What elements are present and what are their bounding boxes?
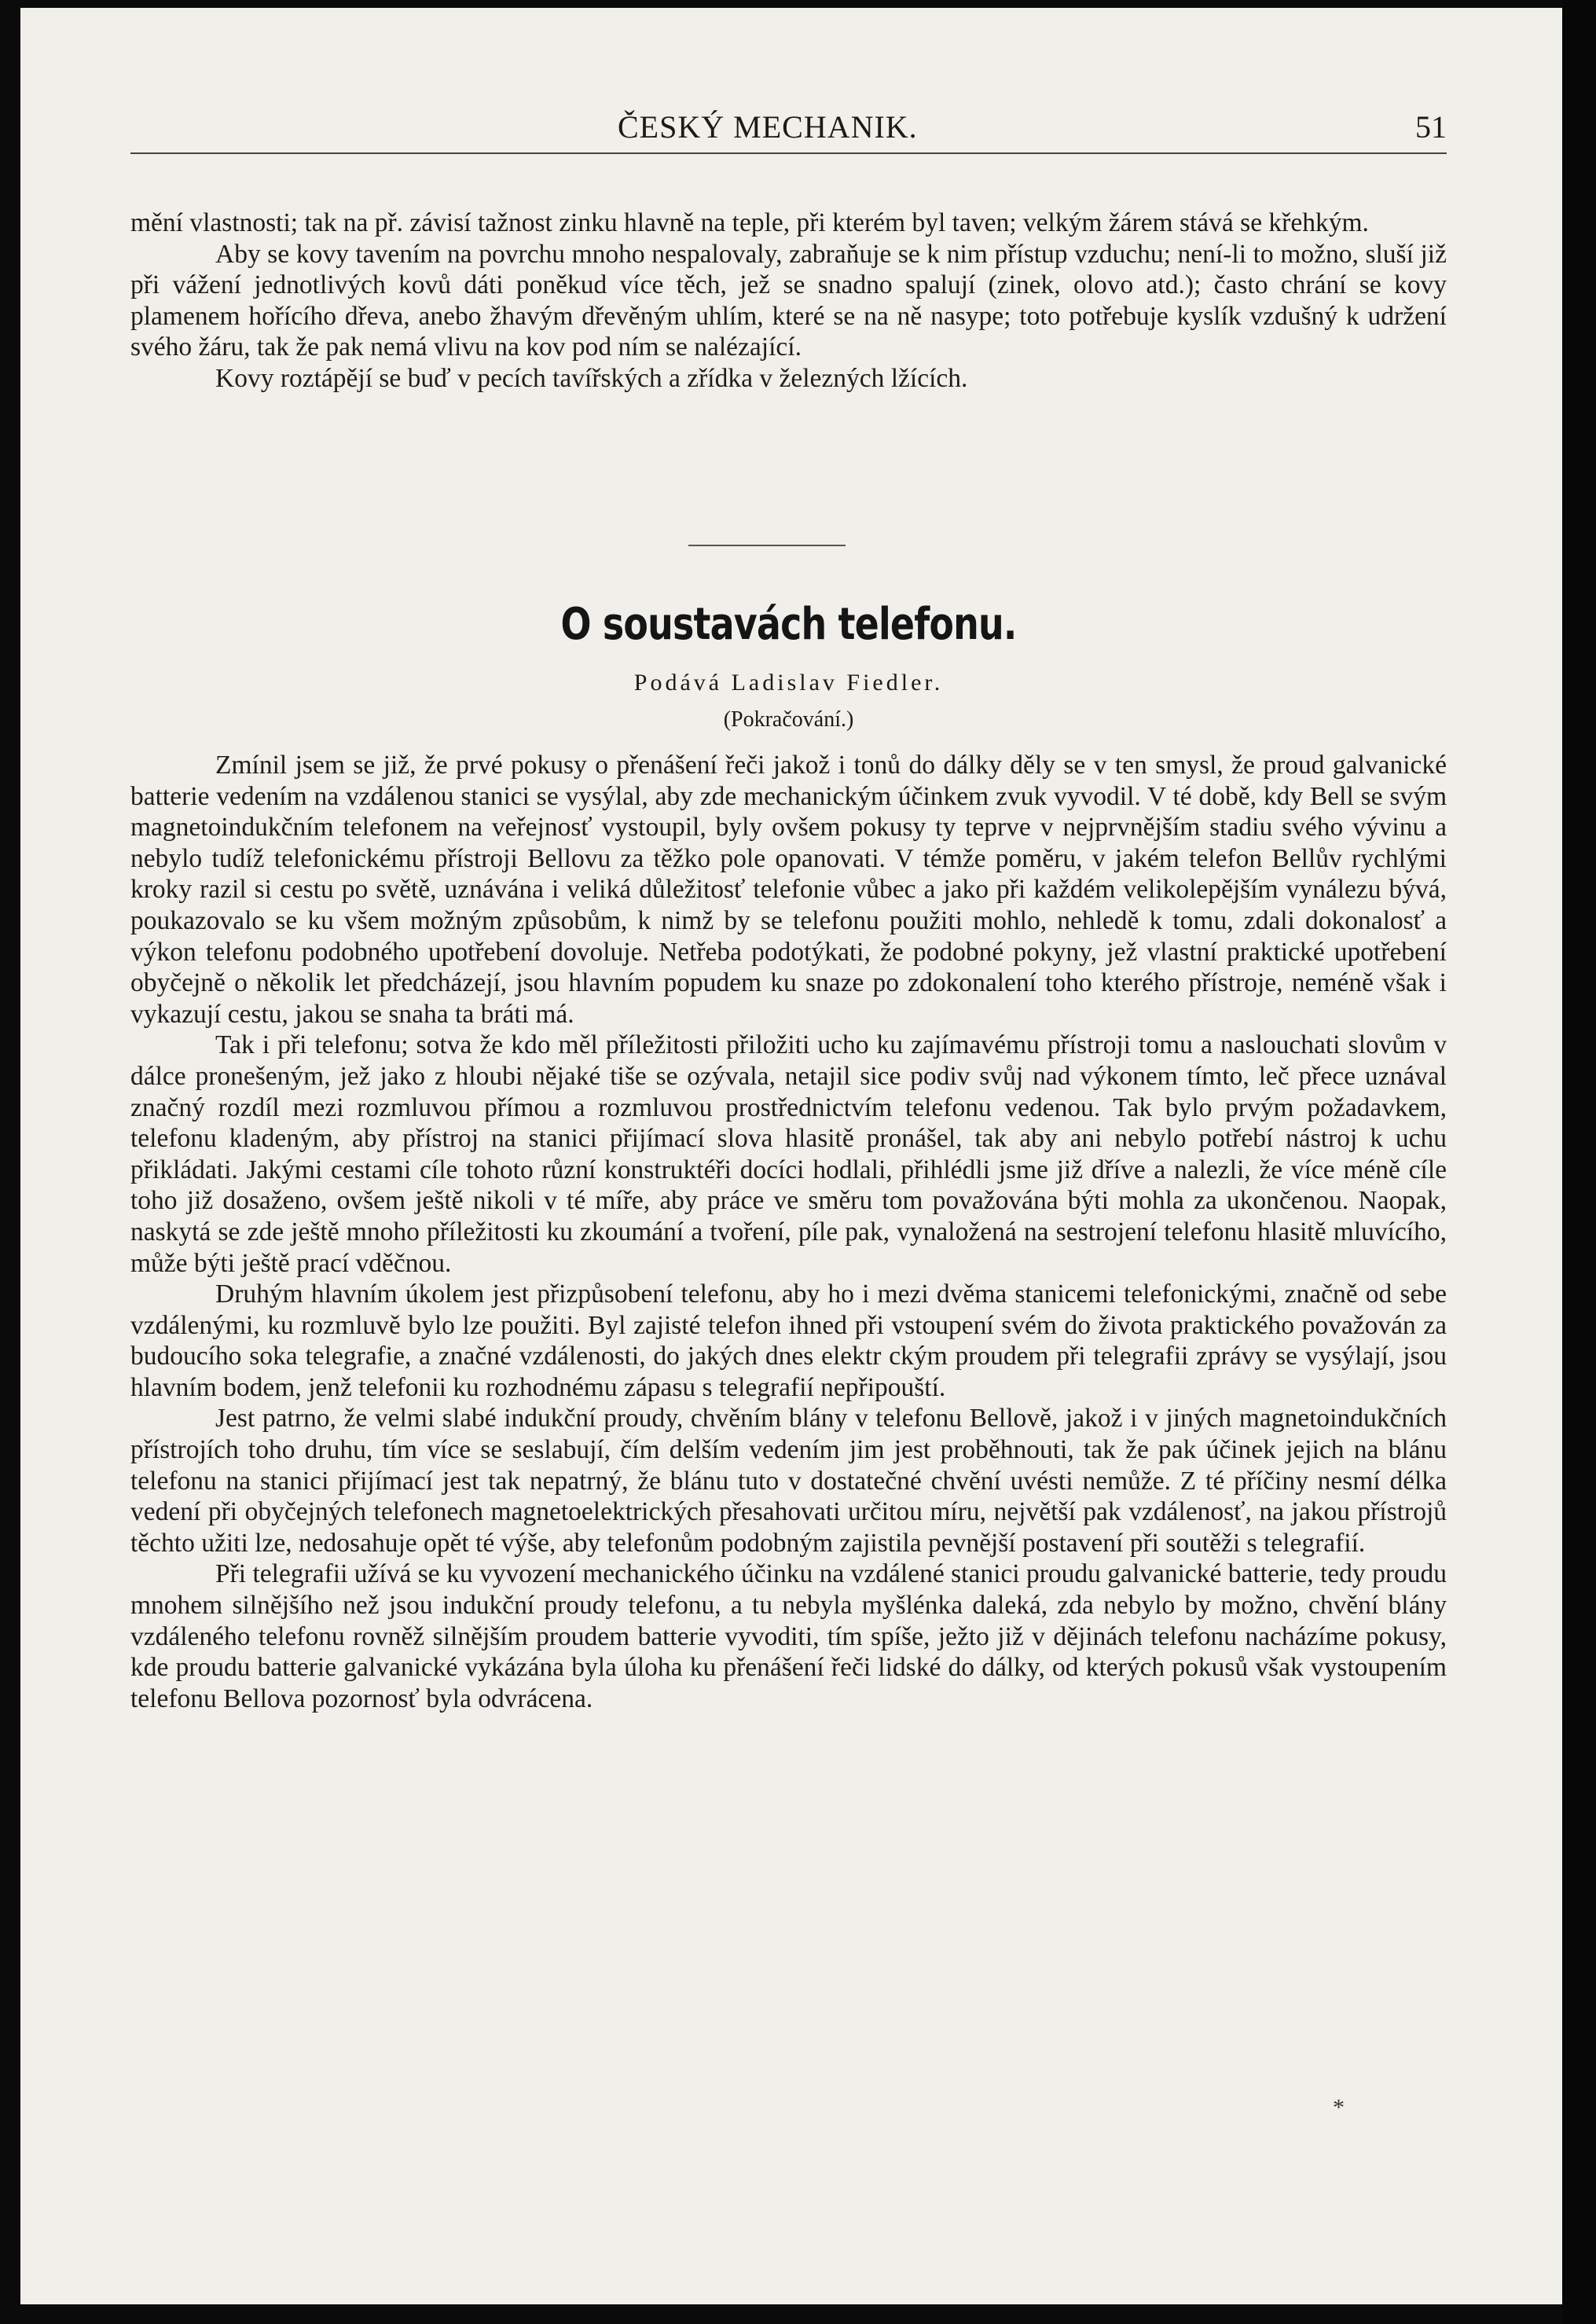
article-title: O soustavách telefonu. — [560, 599, 1017, 650]
article-paragraph-2: Tak i při telefonu; sotva že kdo měl příležitosti přiložiti ucho ku zajímavému přístroji tomu a naslouchati slovům v dálce pronešeným, jež jako z hloubi nějaké tiše se ozývala, netajil sice podiv svůj nad výkonem tímto, leč přece uznával značný rozdíl mezi rozmluvou přímou a rozmluvou prostřednictvím telefonu vedenou. Tak bylo prvým požadavkem, telefonu kladeným, aby přístroj na stanici přijímací slova hlasitě pronášel, tak aby ani nebylo potřebí nástroj k uchu přikládati. Jakými cestami cíle tohoto různí konstruktéři docíci hodlali, přihlédli jsme již dříve a nalezli, že více méně cíle toho již dosaženo, ovšem ještě nikoli v té míře, aby práce ve směru tom považována býti mohla za ukončenou. Naopak, naskytá se zde ještě mnoho příležitosti ku zkoumání a tvoření, píle pak, vynaložená na sestrojení telefonu hlasitě mluvícího, může býti ještě prací vděčnou. — [130, 1030, 1447, 1278]
header-rule — [130, 152, 1447, 154]
article-paragraph-1: Zmínil jsem se již, že prvé pokusy o přenášení řeči jakož i tonů do dálky děly se v ten smysl, že proud galvanické batterie vedením na vzdálenou stanici se vysýlal, aby zde mechanickým účinkem zvuk vyvodil. V té době, kdy Bell se svým magnetoindukčním telefonem na veřejnosť vystoupil, byly ovšem pokusy ty teprve v nejprvnějším stadiu svého vývinu a nebylo tudíž telefonickému přístroji Bellovu za těžko pole opanovati. V témže poměru, v jakém telefon Bellův rychlými kroky razil si cestu po světě, uznávána i veliká důležitosť telefonie vůbec a jako při každém velikolepějším vynálezu bývá, poukazovalo se ku všem možným způsobům, k nimž by se telefonu použiti mohlo, nehledě k tomu, zdali dokonalosť a výkon telefonu podobného upotřebení dovoluje. Netřeba podotýkati, že podobné pokyny, jež vlastní praktické upotřebení obyčejně o několik let předcházejí, jsou hlavním popudem ku snaze po zdokonalení toho kterého přístroje, neméně však i vykazují cestu, jakou se snaha ta bráti má. — [130, 751, 1447, 1029]
article-body — [130, 750, 1447, 2157]
intro-paragraph-1: mění vlastnosti; tak na př. závisí tažnost zinku hlavně na teple, při kterém byl taven; velkým žárem stává se křehkým. — [130, 208, 1369, 237]
article-paragraph-5: Při telegrafii užívá se ku vyvození mechanického účinku na vzdálené stanici proudu galvanické batterie, tedy proudu mnohem silnějšího než jsou indukční proudy telefonu, a tu nebyla myšlénka daleká, zda nebylo by možno, chvění blány vzdáleného telefonu rovněž silnějším proudem batterie vyvoditi, tím spíše, ježto již v dějinách telefonu nacházíme pokusy, kde proudu batterie galvanické vykázána byla úloha ku přenášení řeči lidské do dálky, od kterých pokusů však vystoupením telefonu Bellova pozornosť byla odvrácena. — [130, 1559, 1447, 1713]
page-sheet — [20, 8, 1562, 2304]
section-divider — [688, 545, 846, 546]
article-paragraph-4: Jest patrno, že velmi slabé indukční proudy, chvěním blány v telefonu Bellově, jakož i v jiných magnetoindukčních přístrojích toho druhu, tím více se seslabují, čím delším vedením jim jest proběhnouti, tak že pak účinek jejich na blánu telefonu na stanici přijímací jest tak nepatrný, že blánu tuto v dostatečné chvění uvésti nemůže. Z té příčiny nesmí délka vedení při obyčejných telefonech magnetoelektrických přesahovati určitou míru, největší pak vzdálenosť, na jakou přístrojů těchto užiti lze, nedosahuje opět té výše, aby telefonům podobným zajistila pevnější postavení při soutěži s telegrafií. — [130, 1404, 1447, 1558]
running-header — [130, 108, 1447, 163]
scan-border — [1562, 0, 1596, 2324]
intro-paragraph-3: Kovy roztápějí se buď v pecích tavířských a zřídka v železných lžících. — [215, 363, 968, 393]
footer-asterisk: * — [1333, 2095, 1345, 2120]
page-number: 51 — [1415, 109, 1447, 145]
journal-title: ČESKÝ MECHANIK. — [618, 109, 918, 145]
continued-note: (Pokračování.) — [723, 707, 854, 732]
intro-paragraph-2: Aby se kovy tavením na povrchu mnoho nespalovaly, zabraňuje se k nim přístup vzduchu; není-li to možno, sluší již při vážení jednotlivých kovů dáti poněkud více těch, jež se snadno spalují (zinek, olovo atd.); často chrání se kovy plamenem hořícího dřeva, anebo žhavým dřevěným uhlím, které se na ně nasype; toto potřebuje kyslík vzdušný k udržení svého žáru, tak že pak nemá vlivu na kov pod ním se nalézající. — [130, 239, 1447, 362]
article-paragraph-3: Druhým hlavním úkolem jest přizpůsobení telefonu, aby ho i mezi dvěma stanicemi telefonickými, značně od sebe vzdálenými, ku rozmluvě bylo lze použiti. Byl zajisté telefon ihned při vstoupení svém do života praktického považován za budoucího soka telegrafie, a značné vzdálenosti, do jakých dnes elektr ckým proudem při telegrafii zprávy se vysýlají, jsou hlavním bodem, jenž telefonii ku rozhodnému zápasu s telegrafií nepřipouští. — [130, 1279, 1447, 1402]
intro-text-block — [130, 207, 1447, 514]
article-byline: Podává Ladislav Fiedler. — [633, 670, 944, 696]
